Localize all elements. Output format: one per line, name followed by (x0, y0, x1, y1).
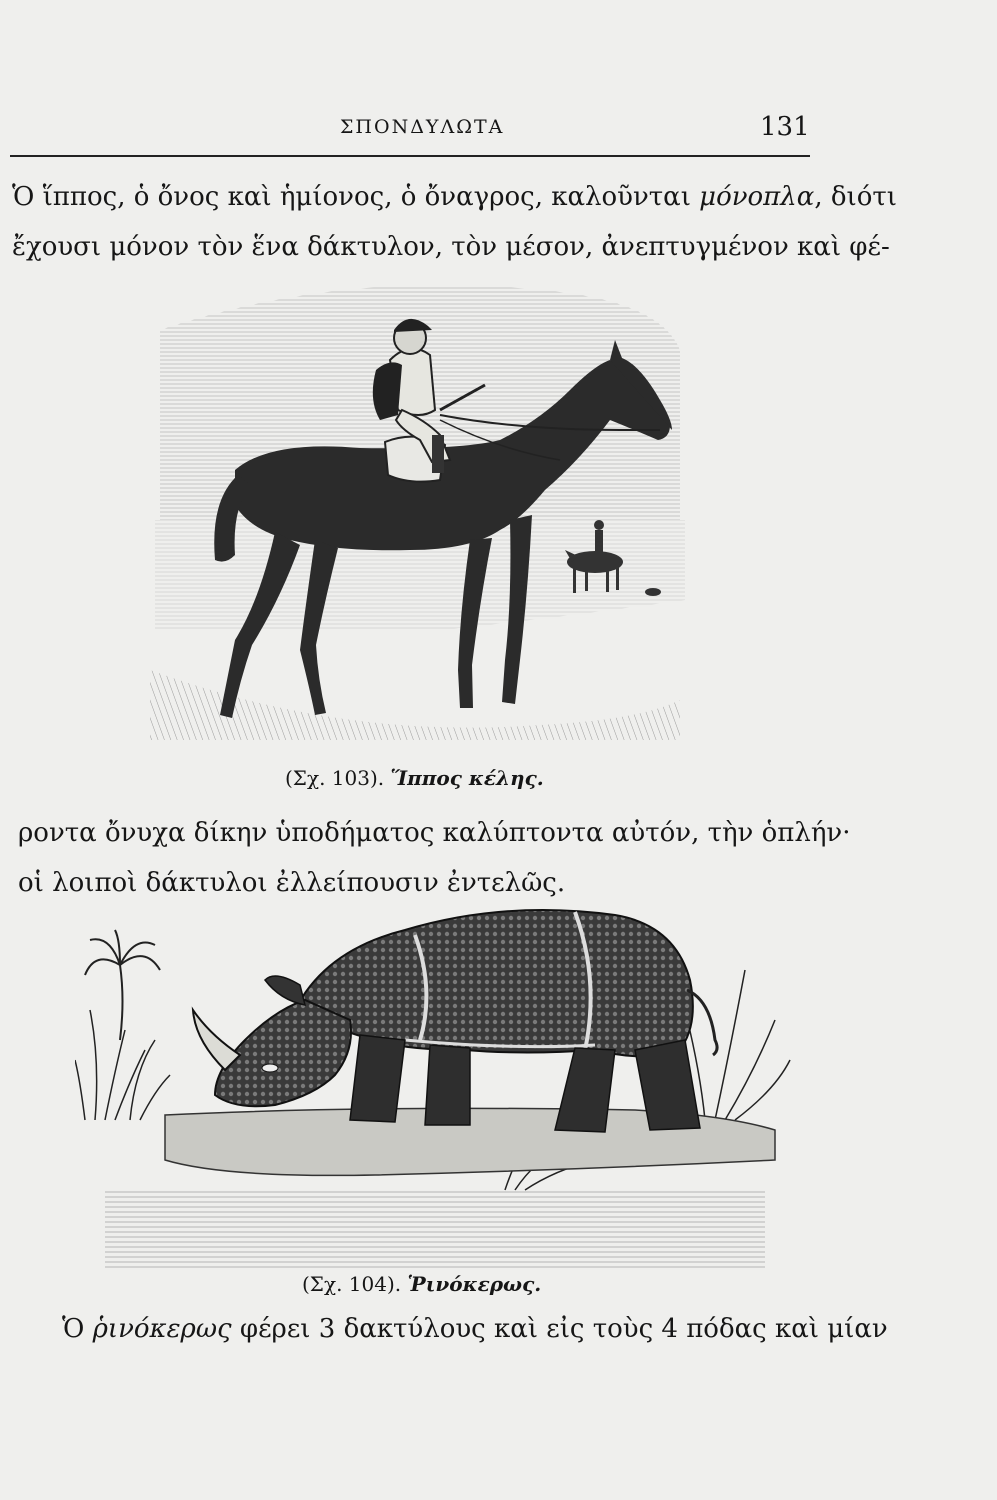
text-line: Ὁ ἵππος, ὁ ὄνος καὶ ἡμίονος, ὁ ὄναγρος, καλοῦνται μόνοπλα, διότι (12, 182, 897, 212)
page-number: 131 (760, 112, 810, 142)
text-line: ἔχουσι μόνον τὸν ἕνα δάκτυλον, τὸν μέσον, ἀνεπτυγμένον καὶ φέ- (12, 232, 890, 262)
figure-104-caption (302, 1272, 541, 1296)
emphasis: μόνοπλα (699, 182, 815, 212)
horse-illustration (140, 270, 700, 750)
paragraph-1 (12, 172, 897, 272)
figure-name: Ἵππος κέλης. (390, 766, 544, 790)
header-rule (10, 155, 810, 157)
text-line: οἱ λοιποὶ δάκτυλοι ἐλλείπουσιν ἐντελῶς. (18, 868, 566, 898)
text-line: Ὁ ῥινόκερως φέρει 3 δακτύλους καὶ εἰς τοὺς 4 πόδας καὶ μίαν (62, 1314, 888, 1344)
running-title: ΣΠΟΝΔΥΛΩΤΑ (340, 116, 505, 138)
figure-name: Ῥινόκερως. (407, 1272, 542, 1296)
emphasis: ῥινόκερως (92, 1314, 232, 1344)
figure-103-caption (285, 766, 544, 790)
text-line: ροντα ὄνυχα δίκην ὑποδήματος καλύπτοντα αὐτόν, τὴν ὁπλήν· (18, 818, 851, 848)
rhinoceros-illustration (75, 890, 795, 1280)
figure-label: (Σχ. 104). (302, 1272, 402, 1296)
figure-label: (Σχ. 103). (285, 766, 385, 790)
paragraph-3 (62, 1304, 888, 1354)
